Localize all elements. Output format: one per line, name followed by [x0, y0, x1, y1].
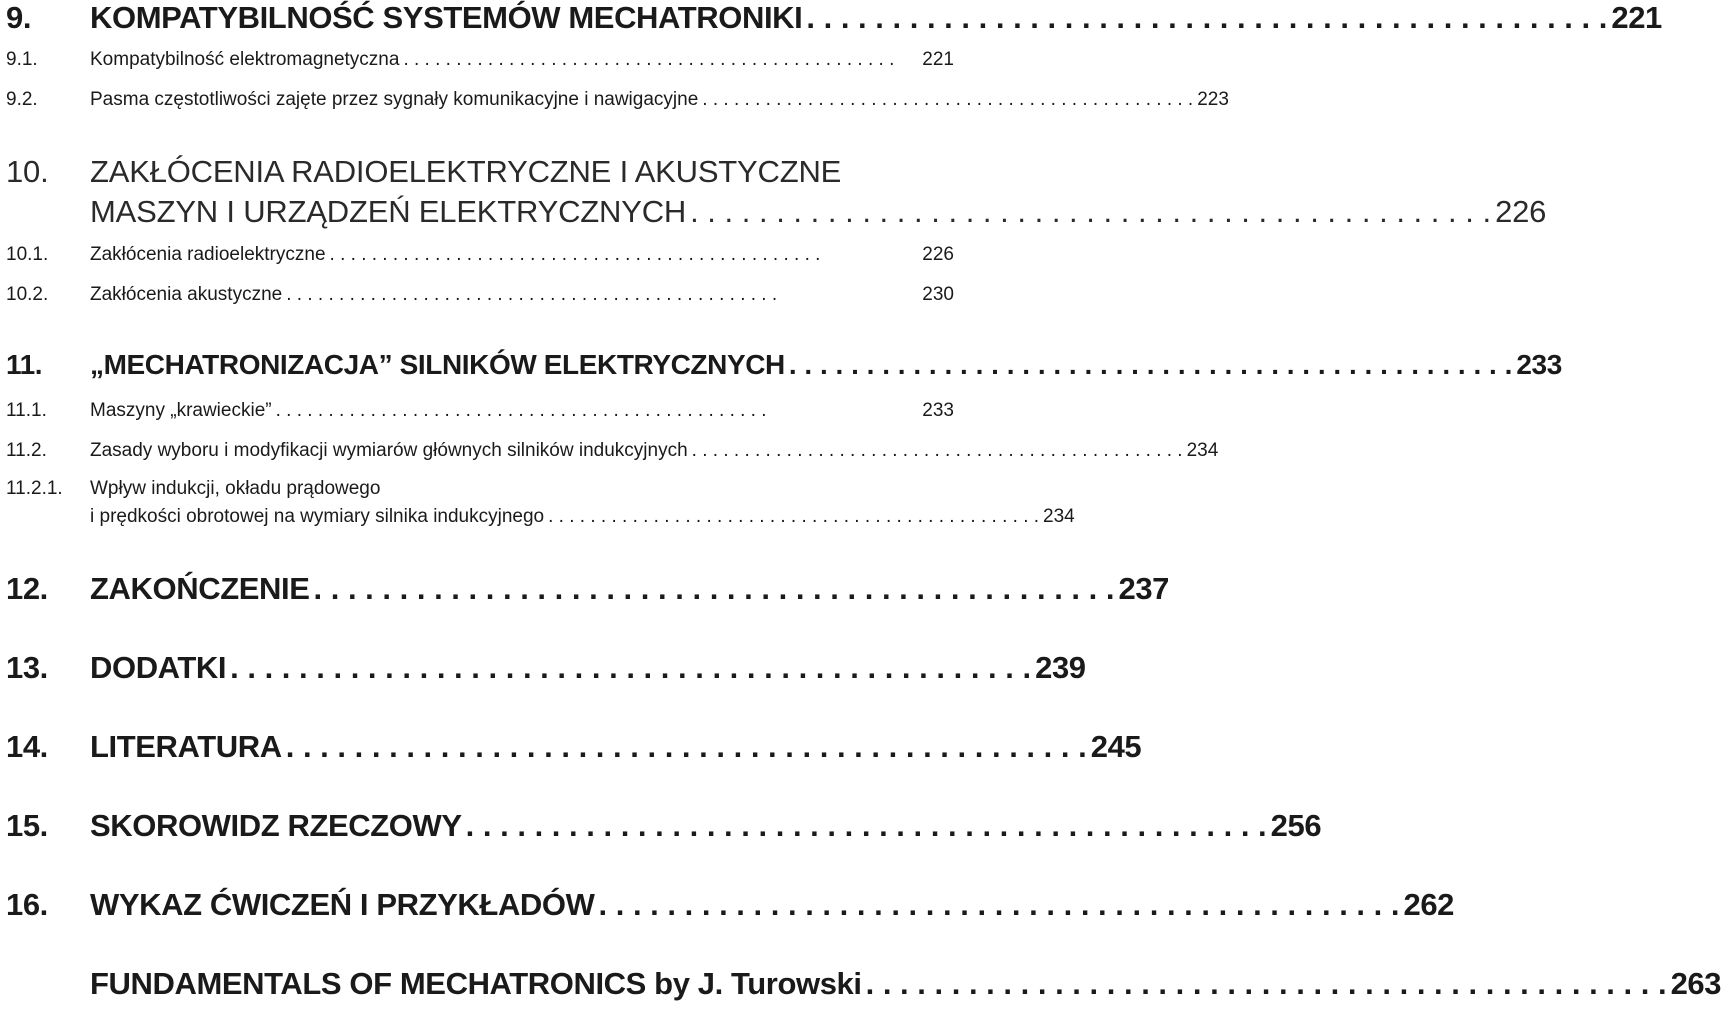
page-number: 245 [1090, 729, 1142, 764]
page-number: 239 [1035, 650, 1086, 685]
section-title-line1: Wpływ indukcji, okładu prądowego [90, 478, 381, 499]
chapter-number: 14. [6, 729, 48, 764]
dot-leader: . . . . . . . . . . . . . . . . . . . . . . . . . . . . . . . . . . . . . . . . . . . . . . . [702, 89, 1194, 110]
page-number: 234 [1186, 440, 1219, 461]
section-number: 11.2. [6, 440, 47, 461]
dot-leader: . . . . . . . . . . . . . . . . . . . . . . . . . . . . . . . . . . . . . . . . . . . . . . . [788, 349, 1513, 380]
section-title: Zakłócenia akustyczne [90, 284, 283, 305]
section-number: 10.1. [6, 244, 49, 265]
dot-leader: . . . . . . . . . . . . . . . . . . . . . . . . . . . . . . . . . . . . . . . . . . . . . . . [598, 887, 1400, 922]
section-number: 10.2. [6, 284, 49, 305]
page-number: 262 [1403, 887, 1455, 922]
section-title: Zasady wyboru i modyfikacji wymiarów głównych silników indukcyjnych [90, 440, 688, 461]
summary-title: FUNDAMENTALS OF MECHATRONICS by J. Turowski [90, 966, 862, 1001]
dot-leader: . . . . . . . . . . . . . . . . . . . . . . . . . . . . . . . . . . . . . . . . . . . . . . . [465, 808, 1267, 843]
toc-entry-chapter-10-line1 [0, 154, 954, 194]
section-title: Kompatybilność elektromagnetyczna [90, 49, 400, 70]
section-title: Zakłócenia radioelektryczne [90, 244, 326, 265]
section-number: 11.2.1. [6, 478, 63, 499]
section-number: 9.2. [6, 89, 38, 110]
dot-leader: . . . . . . . . . . . . . . . . . . . . . . . . . . . . . . . . . . . . . . . . . . . . . . . [548, 506, 1040, 527]
dot-leader: . . . . . . . . . . . . . . . . . . . . . . . . . . . . . . . . . . . . . . . . . . . . . . . [806, 0, 1608, 35]
chapter-title: LITERATURA [90, 729, 282, 764]
section-title: Maszyny „krawieckie” [90, 400, 272, 421]
chapter-number: 13. [6, 650, 48, 685]
section-title: Pasma częstotliwości zajęte przez sygnały komunikacyjne i nawigacyjne [90, 89, 699, 110]
dot-leader: . . . . . . . . . . . . . . . . . . . . . . . . . . . . . . . . . . . . . . . . . . . . . . . [403, 49, 895, 70]
page-number: 233 [922, 400, 954, 421]
chapter-title: DODATKI [90, 650, 227, 685]
chapter-number: 16. [6, 887, 48, 922]
section-number: 9.1. [6, 49, 38, 70]
section-title-line2: i prędkości obrotowej na wymiary silnika indukcyjnego [90, 506, 545, 527]
page-number: 233 [1516, 349, 1562, 380]
chapter-number: 9. [6, 0, 32, 35]
page-number: 237 [1118, 571, 1170, 606]
dot-leader: . . . . . . . . . . . . . . . . . . . . . . . . . . . . . . . . . . . . . . . . . . . . . . . [313, 571, 1115, 606]
page-number: 263 [1670, 966, 1721, 1001]
page-number: 221 [922, 49, 954, 70]
page-number: 256 [1270, 808, 1322, 843]
page-number: 234 [1043, 506, 1075, 527]
dot-leader: . . . . . . . . . . . . . . . . . . . . . . . . . . . . . . . . . . . . . . . . . . . . . . . [275, 400, 767, 421]
page-number: 230 [922, 284, 954, 305]
chapter-title: ZAKOŃCZENIE [90, 571, 310, 606]
section-number: 11.1. [6, 400, 47, 421]
dot-leader: . . . . . . . . . . . . . . . . . . . . . . . . . . . . . . . . . . . . . . . . . . . . . . . [865, 966, 1667, 1001]
chapter-title: SKOROWIDZ RZECZOWY [90, 808, 462, 843]
dot-leader: . . . . . . . . . . . . . . . . . . . . . . . . . . . . . . . . . . . . . . . . . . . . . . . [286, 284, 778, 305]
page-number: 226 [1495, 194, 1547, 229]
dot-leader: . . . . . . . . . . . . . . . . . . . . . . . . . . . . . . . . . . . . . . . . . . . . . . . [285, 729, 1087, 764]
chapter-title: „MECHATRONIZACJA” SILNIKÓW ELEKTRYCZNYCH [90, 349, 785, 380]
page-number: 221 [1611, 0, 1662, 35]
chapter-number: 12. [6, 571, 48, 606]
dot-leader: . . . . . . . . . . . . . . . . . . . . . . . . . . . . . . . . . . . . . . . . . . . . . . . [690, 194, 1492, 229]
chapter-title-line2: MASZYN I URZĄDZEŃ ELEKTRYCZNYCH [90, 194, 687, 229]
page-number: 226 [922, 244, 954, 265]
toc-entry-section-11-2-1-line1 [0, 478, 954, 504]
chapter-title-line1: ZAKŁÓCENIA RADIOELEKTRYCZNE I AKUSTYCZNE [90, 154, 842, 189]
chapter-number: 10. [6, 154, 49, 189]
dot-leader: . . . . . . . . . . . . . . . . . . . . . . . . . . . . . . . . . . . . . . . . . . . . . . . [691, 440, 1183, 461]
dot-leader: . . . . . . . . . . . . . . . . . . . . . . . . . . . . . . . . . . . . . . . . . . . . . . . [230, 650, 1032, 685]
page-number: 223 [1197, 89, 1229, 110]
chapter-title: WYKAZ ĆWICZEŃ I PRZYKŁADÓW [90, 887, 595, 922]
chapter-number: 11. [6, 349, 43, 380]
dot-leader: . . . . . . . . . . . . . . . . . . . . . . . . . . . . . . . . . . . . . . . . . . . . . . . [329, 244, 821, 265]
chapter-title: KOMPATYBILNOŚĆ SYSTEMÓW MECHATRONIKI [90, 0, 803, 35]
chapter-number: 15. [6, 808, 48, 843]
